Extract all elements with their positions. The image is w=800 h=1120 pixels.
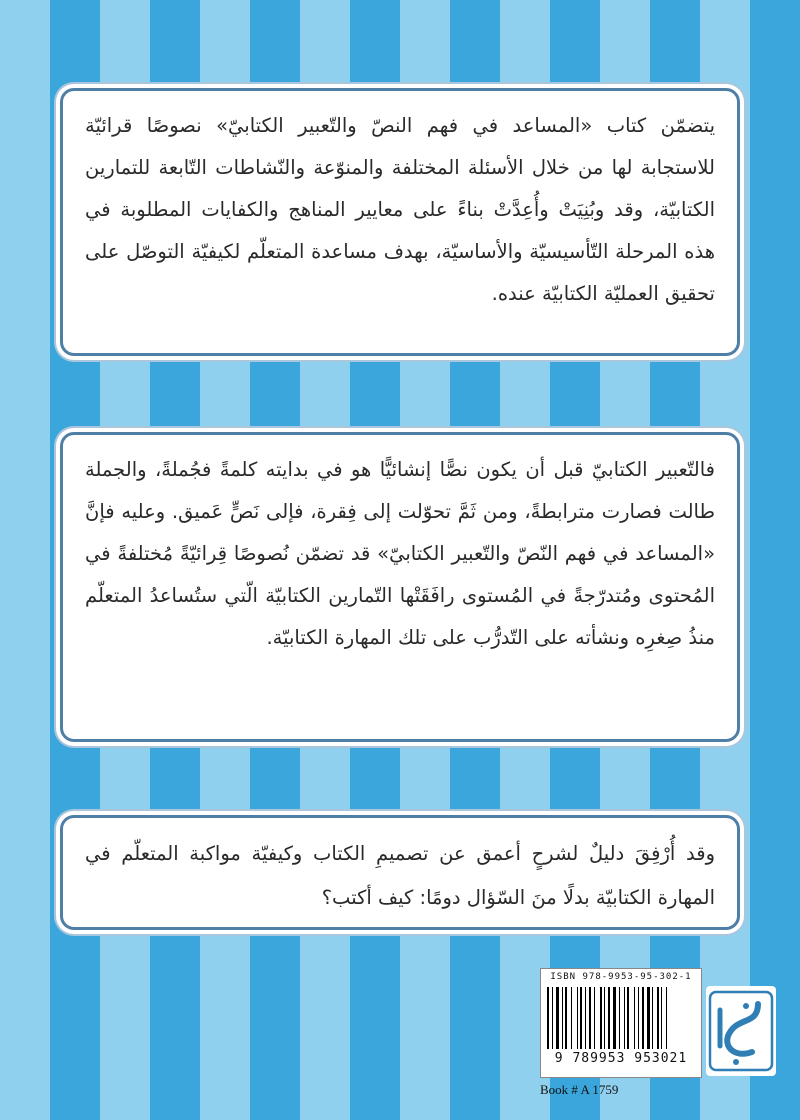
barcode-bar xyxy=(577,987,578,1049)
barcode-bar xyxy=(552,987,553,1049)
guide-paragraph: وقد أُرْفِقَ دليلٌ لشرحٍ أعمق عن تصميمِ الكتاب وكيفيّة مواكبة المتعلّم في المهارة الكتابيّة بدلًا منَ السّؤال دومًا: كيف أكتب؟ xyxy=(85,842,715,909)
barcode-bar xyxy=(589,987,591,1049)
barcode-bar xyxy=(657,987,659,1049)
barcode-bar xyxy=(666,987,667,1049)
barcode-bar xyxy=(604,987,605,1049)
barcode-bar xyxy=(619,987,620,1049)
barcode-bar xyxy=(627,987,629,1049)
description-text-box xyxy=(60,432,740,742)
barcode-bar xyxy=(562,987,563,1049)
publisher-logo-text xyxy=(741,1043,742,1044)
publisher-logo-icon xyxy=(706,986,776,1076)
guide-text-box xyxy=(60,815,740,930)
isbn-label: ISBN 978-9953-95-302-1 xyxy=(550,972,692,982)
barcode-bar xyxy=(638,987,639,1049)
book-number: Book # A 1759 xyxy=(540,1082,619,1097)
barcode-bar xyxy=(652,987,653,1049)
barcode-bar xyxy=(647,987,650,1049)
barcode-bar xyxy=(565,987,567,1049)
barcode-bar xyxy=(571,987,572,1049)
barcode-bar xyxy=(634,987,635,1049)
barcode-bar xyxy=(608,987,610,1049)
barcode-bar xyxy=(585,987,586,1049)
barcode-bar xyxy=(624,987,625,1049)
barcode-bar xyxy=(642,987,644,1049)
barcode-bar xyxy=(661,987,662,1049)
barcode-bar xyxy=(594,987,595,1049)
barcode-bar xyxy=(556,987,559,1049)
barcode-bar xyxy=(580,987,582,1049)
intro-paragraph: يتضمّن كتاب «المساعد في فهم النصّ والتّعبير الكتابيّ» نصوصًا قرائيّة للاستجابة لها من خلال الأسئلة المختلفة والمنوّعة والنّشاطات التّابعة للتمارين الكتابيّة، وقد وبُنِيَتْ وأُعِدَّتْ بناءً على معايير المناهج والكفايات المطلوبة في هذه المرحلة التّأسيسيّة والأساسيّة، بهدف مساعدة المتعلّم لكيفيّة التوصّل على تحقيق العمليّة الكتابيّة عنده. xyxy=(85,114,715,305)
barcode-bar xyxy=(613,987,616,1049)
barcode-bar xyxy=(600,987,602,1049)
barcode-bars xyxy=(547,987,695,1049)
barcode-bar xyxy=(547,987,549,1049)
isbn-barcode xyxy=(540,968,702,1078)
publisher-logo xyxy=(706,986,776,1076)
description-paragraph: فالتّعبير الكتابيّ قبل أن يكون نصًّا إنشائيًّا هو في بدايته كلمةً فجُملةً، والجملة طالت فصارت مترابطةً، ومن ثَمَّ تحوّلت إلى فِقرة، فإلى نَصٍّ عَميق. وعليه فإنَّ «المساعد في فهم النّصّ والتّعبير الكتابيّ» قد تضمّن نُصوصًا قِرائيّةً مُختلفةً في المُحتوى ومُتدرّجةً في المُستوى رافَقَتْها التّمارين الكتابيّة الّتي ستُساعدُ المتعلّم منذُ صِغرِه ونشأته على التّدرُّب على تلك المهارة الكتابيّة. xyxy=(85,458,715,649)
ean-number: 9 789953 953021 xyxy=(554,1051,688,1066)
intro-text-box xyxy=(60,88,740,356)
